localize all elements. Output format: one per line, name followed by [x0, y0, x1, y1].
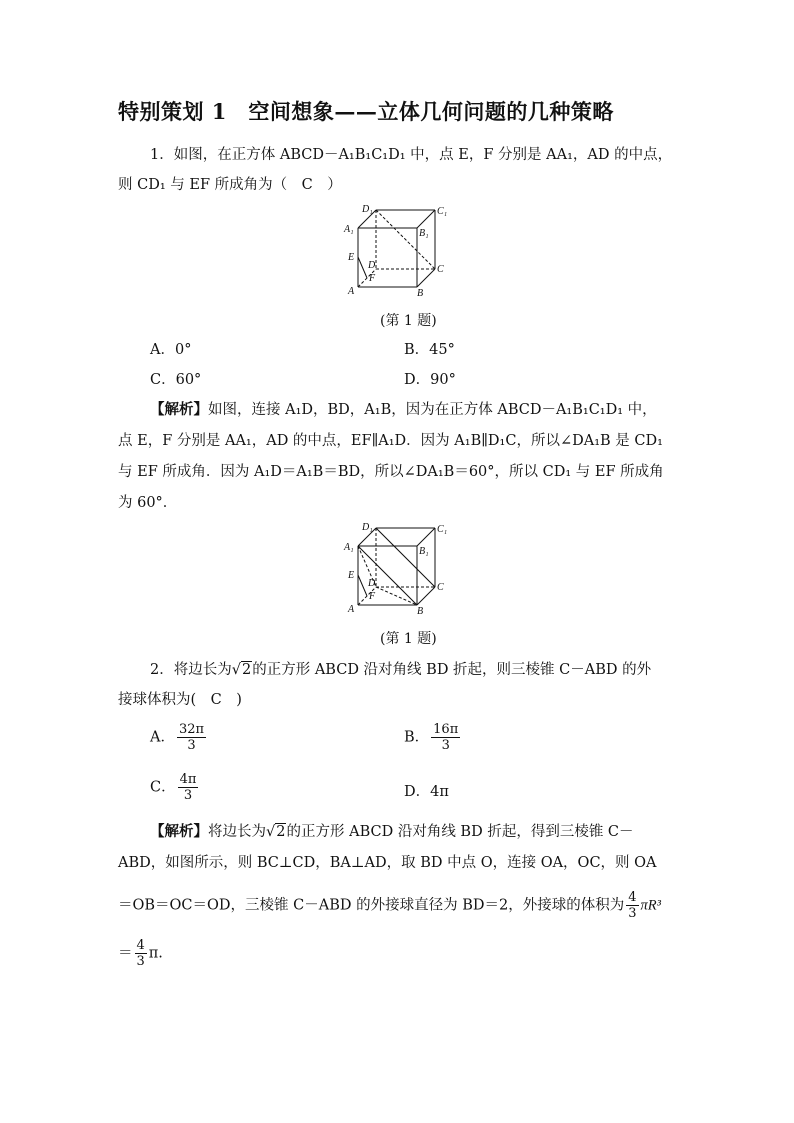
- q1-stem-line1: [150, 145, 672, 165]
- edge: [417, 210, 435, 228]
- q1-analysis-line4: 为 60°．: [118, 495, 178, 511]
- q2-analysis-text3: ＝OB＝OC＝OD，三棱锥 C－ABD 的外接球直径为 BD＝2，外接球的体积为: [118, 897, 625, 914]
- fraction-numerator: 4: [628, 890, 637, 905]
- q2-option-c-fraction: [178, 772, 199, 803]
- q2-option-a-fraction: [177, 722, 206, 753]
- q2-volume-tail: πR³: [640, 897, 661, 914]
- label-a1: A₁: [344, 224, 354, 235]
- q2-option-c-label: C．: [150, 779, 176, 796]
- q1-stem-line2: 则 CD₁ 与 EF 所成角为（ C ）: [118, 177, 342, 193]
- fraction-denominator: 3: [136, 954, 145, 969]
- q2-stem-post: 的正方形 ABCD 沿对角线 BD 折起，则三棱锥 C－ABD 的外: [252, 662, 652, 678]
- q1-analysis-tag: 【解析】: [150, 401, 208, 418]
- q2-option-b-label: B．: [404, 729, 430, 746]
- fraction-numerator: 16π: [433, 722, 459, 737]
- q2-result-tail: π.: [148, 945, 163, 962]
- edge: [417, 587, 435, 605]
- page-title: 特别策划 1 空间想象——立体几何问题的几种策略: [118, 99, 614, 124]
- fraction-denominator: 3: [441, 738, 450, 753]
- q2-result-fraction: [135, 938, 147, 969]
- label-a: A: [348, 286, 355, 297]
- q2-volume-fraction: [626, 890, 638, 921]
- label-a1: A₁: [344, 542, 354, 553]
- label-c1: C₁: [437, 206, 448, 217]
- q1-option-a: A．0°: [150, 342, 192, 358]
- edge: [417, 269, 435, 287]
- label-c: C: [437, 582, 444, 593]
- q1-option-b: B．45°: [404, 342, 455, 358]
- segment-bd: [376, 587, 417, 605]
- q2-analysis-pre: 将边长为: [208, 824, 266, 840]
- q2-analysis-line2: ABD，如图所示，则 BC⊥CD，BA⊥AD，取 BD 中点 O，连接 OA，OC，则 OA: [118, 855, 657, 871]
- q2-option-d: D．4π: [404, 784, 449, 800]
- q2-analysis-line4: [118, 938, 163, 969]
- label-f: F: [369, 273, 376, 284]
- q2-sqrt-arg: 2: [241, 662, 252, 678]
- fraction-denominator: 3: [187, 738, 196, 753]
- q1-option-c: C．60°: [150, 372, 202, 388]
- q1-analysis-line1: [150, 400, 657, 420]
- label-a: A: [348, 604, 355, 615]
- label-d1: D₁: [362, 522, 373, 533]
- label-c1: C₁: [437, 524, 448, 535]
- label-b: B: [417, 606, 424, 616]
- q1-analysis-line2: 点 E，F 分别是 AA₁，AD 的中点，EF∥A₁D．因为 A₁B∥D₁C，所以∠DA₁B 是 CD₁: [118, 433, 663, 449]
- label-e: E: [348, 570, 355, 581]
- label-e: E: [348, 252, 355, 263]
- q2-option-a: [150, 722, 208, 753]
- q1-stem-text1: 如图，在正方体 ABCD－A₁B₁C₁D₁ 中，点 E，F 分别是 AA₁，AD 的中点，: [173, 147, 673, 163]
- q1-number: 1．: [150, 147, 174, 163]
- label-b: B: [417, 288, 424, 298]
- q2-analysis-eq: ＝: [118, 945, 133, 962]
- fraction-numerator: 4π: [179, 772, 197, 787]
- q2-stem-pre: 将边长为: [173, 662, 232, 678]
- q1-figure-caption: (第 1 题): [380, 313, 437, 329]
- label-f: F: [369, 591, 376, 602]
- edge: [417, 528, 435, 546]
- q1-figure-caption-2: (第 1 题): [380, 631, 437, 647]
- label-d: D: [368, 578, 376, 589]
- q2-analysis-line1: 【解析】将边长为√2的正方形 ABCD 沿对角线 BD 折起，得到三棱锥 C－: [150, 823, 634, 840]
- q1-analysis-line3: 与 EF 所成角．因为 A₁D＝A₁B＝BD，所以∠DA₁B＝60°，所以 CD₁ 与 EF 所成角: [118, 464, 664, 480]
- label-b1: B₁: [419, 228, 429, 239]
- label-c: C: [437, 264, 444, 275]
- q2-option-c: [150, 772, 200, 803]
- segment-ef: [358, 257, 367, 278]
- q1-cube-figure: [340, 202, 460, 298]
- q1-cube-figure-2: [340, 520, 460, 616]
- q1-option-d: D．90°: [404, 372, 456, 388]
- q2-number: 2．: [150, 662, 174, 678]
- q2-analysis-post: 的正方形 ABCD 沿对角线 BD 折起，得到三棱锥 C－: [286, 824, 634, 840]
- segment-ef: [358, 575, 367, 596]
- q2-analysis-tag: 【解析】: [150, 823, 208, 840]
- q2-analysis-sqrt: 2: [276, 824, 286, 840]
- q2-stem-line1: 2．将边长为√2的正方形 ABCD 沿对角线 BD 折起，则三棱锥 C－ABD 的外: [150, 662, 652, 678]
- label-b1: B₁: [419, 546, 429, 557]
- q2-option-b-fraction: [431, 722, 460, 753]
- fraction-denominator: 3: [628, 906, 637, 921]
- q2-stem-line2: 接球体积为( C ): [118, 692, 242, 708]
- fraction-numerator: 4: [136, 938, 145, 953]
- label-d: D: [368, 260, 376, 271]
- label-d1: D₁: [362, 204, 373, 215]
- q2-analysis-line3: [118, 890, 661, 921]
- fraction-denominator: 3: [183, 788, 193, 803]
- q2-option-a-label: A．: [150, 729, 175, 746]
- q2-option-b: [404, 722, 462, 753]
- q1-analysis-text1: 如图，连接 A₁D，BD，A₁B，因为在正方体 ABCD－A₁B₁C₁D₁ 中，: [208, 402, 657, 418]
- fraction-numerator: 32π: [178, 722, 205, 737]
